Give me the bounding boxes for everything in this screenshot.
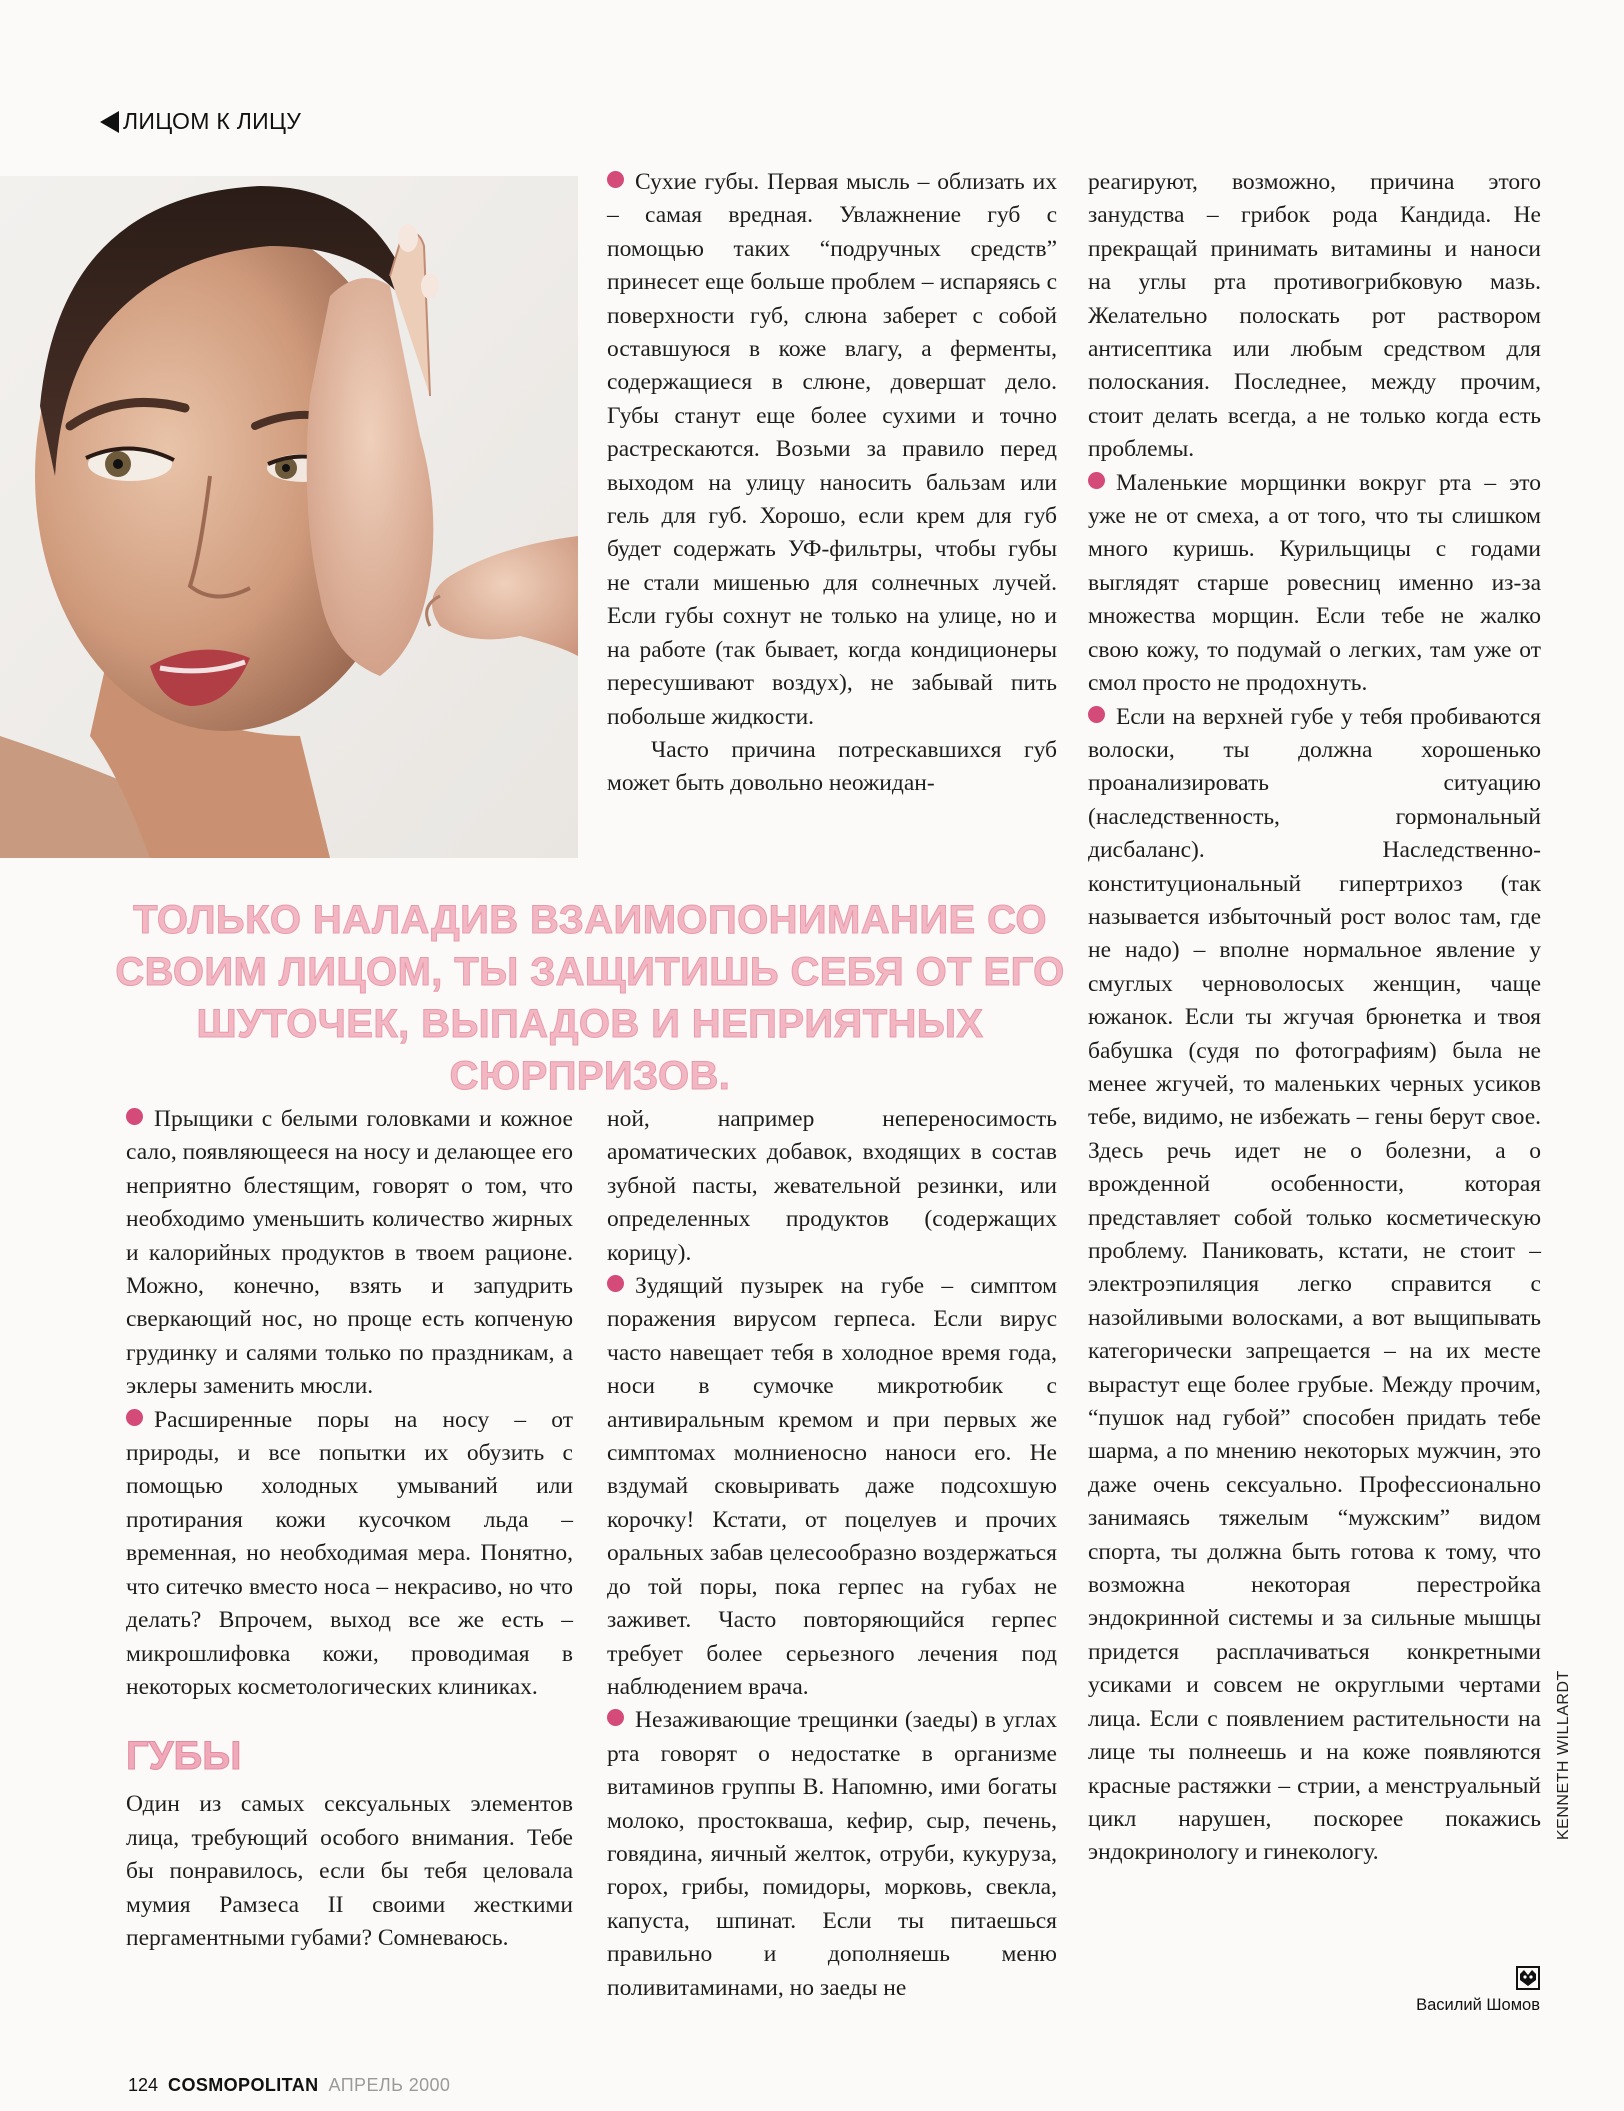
paragraph: Часто причина потрескавшихся губ может быть довольно неожидан- xyxy=(607,736,1057,797)
text-column-bottom-middle xyxy=(607,1103,1057,2005)
text-column-top-middle xyxy=(607,166,1057,801)
pink-bullet-icon xyxy=(607,171,624,188)
paragraph: Маленькие морщинки вокруг рта – это уже не от смеха, а от того, что ты слишком много куришь. Курильщицы с годами выглядят старше ровесниц именно из-за множества морщин. Если тебе не жалко свою кожу, то подумай о легких, там уже от смол просто не продохнуть. xyxy=(1088,469,1541,697)
section-label-text: ЛИЦОМ К ЛИЦУ xyxy=(123,108,302,134)
pink-bullet-icon xyxy=(126,1409,143,1426)
paragraph: Расширенные поры на носу – от природы, и все попытки их обузить с помощью холодных умываний или протирания кожи кусочком льда – временная, но необходимая мера. Понятно, что ситечко вместо носа – некрасиво, но что делать? Впрочем, выход все же есть – микрошлифовка кожи, проводимая в некоторых косметологических клиниках. xyxy=(126,1406,573,1700)
pink-bullet-icon xyxy=(607,1709,624,1726)
issue-date: АПРЕЛЬ 2000 xyxy=(328,2075,451,2095)
magazine-name: COSMOPOLITAN xyxy=(168,2075,319,2095)
author-name: Василий Шомов xyxy=(1416,1996,1540,2014)
portrait-photo xyxy=(0,176,578,858)
page-footer xyxy=(128,2075,450,2096)
paragraph: Если на верхней губе у тебя пробиваются волоски, ты должна хорошенько проанализировать ситуацию (наследственность, гормональный дисбаланс). Наследственно-конституциональный гипертрихоз (так называется избыточный рост волос там, где не надо) – вполне нормальное явление у смуглых черноволосых женщин, чаще южанок. Если ты жгучая брюнетка и твоя бабушка (судя по фотографиям) была не менее жгучей, то маленьких черных усиков тебе, видимо, не избежать – гены берут свое. Здесь речь идет не о болезни, а о врожденной особенности, которая представляет собой только косметическую проблему. Паниковать, кстати, не стоит – электроэпиляция легко справится с назойливыми волосками, а вот выщипывать категорически запрещается – на их месте вырастут еще более грубые. Между прочим, “пушок над губой” способен придать тебе шарма, а по мнению некоторых мужчин, это даже очень сексуально. Профессионально занимаясь тяжелым “мужским” видом спорта, ты должна быть готова к тому, что возможна некоторая перестройка эндокринной системы и за сильные мышцы придется расплачиваться конкретными усиками и совсем не округлыми чертами лица. Если с появлением растительности на лице ты полнеешь и на коже появляются красные растяжки – стрии, а менструальный цикл нарушен, поскорее покажись эндокринологу и гинекологу. xyxy=(1088,703,1541,1866)
pull-quote: ТОЛЬКО НАЛАДИВ ВЗАИМОПОНИМАНИЕ СО СВОИМ ЛИЦОМ, ТЫ ЗАЩИТИШЬ СЕБЯ ОТ ЕГО ШУТОЧЕК, ВЫПАДОВ И НЕПРИЯТНЫХ СЮРПРИЗОВ. xyxy=(115,898,1065,1098)
paragraph: Один из самых сексуальных элементов лица, требующий особого внимания. Тебе бы понравилось, если бы тебя целовала мумия Рамзеса II своими жесткими пергаментными губами? Сомневаюсь. xyxy=(126,1791,573,1951)
paragraph: Зудящий пузырек на губе – симптом поражения вирусом герпеса. Если вирус часто навещает тебя в холодное время года, носи в сумочке микротюбик с антивиральным кремом и при первых же симптомах молниеносно наноси его. Не вздумай сковыривать даже подсохшую корочку! Кстати, от поцелуев и прочих оральных забав целесообразно воздержаться до той поры, пока герпес на губах не заживет. Часто повторяющийся герпес требует более серьезного лечения под наблюдением врача. xyxy=(607,1273,1057,1700)
pink-bullet-icon xyxy=(126,1108,143,1125)
author-block xyxy=(1300,1966,1540,2015)
paragraph: Сухие губы. Первая мысль – облизать их – самая вредная. Увлажнение губ с помощью таких “подручных средств” принесет еще больше проблем – испаряясь с поверхности губ, слюна заберет с собой оставшуюся в коже влагу, а ферменты, содержащиеся в слюне, довершат дело. Губы станут еще более сухими и точно растрескаются. Возьми за правило перед выходом на улицу наносить бальзам или гель для губ. Хорошо, если крем для губ будет содержать УФ-фильтры, чтобы губы не стали мишенью для солнечных лучей. Если губы сохнут не только на улице, но и на работе (так бывает, когда кондиционеры пересушивают воздух), не забывай пить побольше жидкости. xyxy=(607,169,1057,730)
paragraph: Прыщики с белыми головками и кожное сало, появляющееся на носу и делающее его неприятно блестящим, говорят о том, что необходимо уменьшить количество жирных и калорийных продуктов в твоем рационе. Можно, конечно, взять и запудрить сверкающий нос, но проще есть копченую грудинку и салями только по праздникам, а эклеры заменить мюсли. xyxy=(126,1106,573,1400)
pink-bullet-icon xyxy=(1088,706,1105,723)
pink-bullet-icon xyxy=(1088,472,1105,489)
paragraph: ной, например непереносимость ароматических добавок, входящих в состав зубной пасты, жевательной резинки, или определенных продуктов (содержащих корицу). xyxy=(607,1106,1057,1266)
page-number: 124 xyxy=(128,2075,159,2095)
subheading-lips: ГУБЫ xyxy=(126,1734,242,1779)
paragraph: реагируют, возможно, причина этого занудства – грибок рода Кандида. Не прекращай принимать витамины и наноси на углы рта противогрибковую мазь. Желательно полоскать рот раствором антисептика или любым средством для полоскания. Последнее, между прочим, стоит делать всегда, а не только когда есть проблемы. xyxy=(1088,169,1541,463)
text-column-right xyxy=(1088,166,1541,1870)
back-triangle-icon xyxy=(100,111,119,133)
text-column-bottom-left xyxy=(126,1103,573,1955)
photo-credit: KENNETH WILLARDT xyxy=(1555,1670,1572,1840)
paragraph: Незаживающие трещинки (заеды) в углах рта говорят о недостатке в организме витаминов группы В. Напомню, ими богаты молоко, простокваша, кефир, сыр, печень, говядина, яичный желток, отруби, кукуруза, горох, грибы, помидоры, морковь, свекла, капуста, шпинат. Если ты питаешься правильно и дополняешь меню поливитаминами, но заеды не xyxy=(607,1707,1057,2001)
section-label xyxy=(100,108,301,135)
pink-bullet-icon xyxy=(607,1275,624,1292)
end-mark-icon xyxy=(1516,1966,1540,1990)
